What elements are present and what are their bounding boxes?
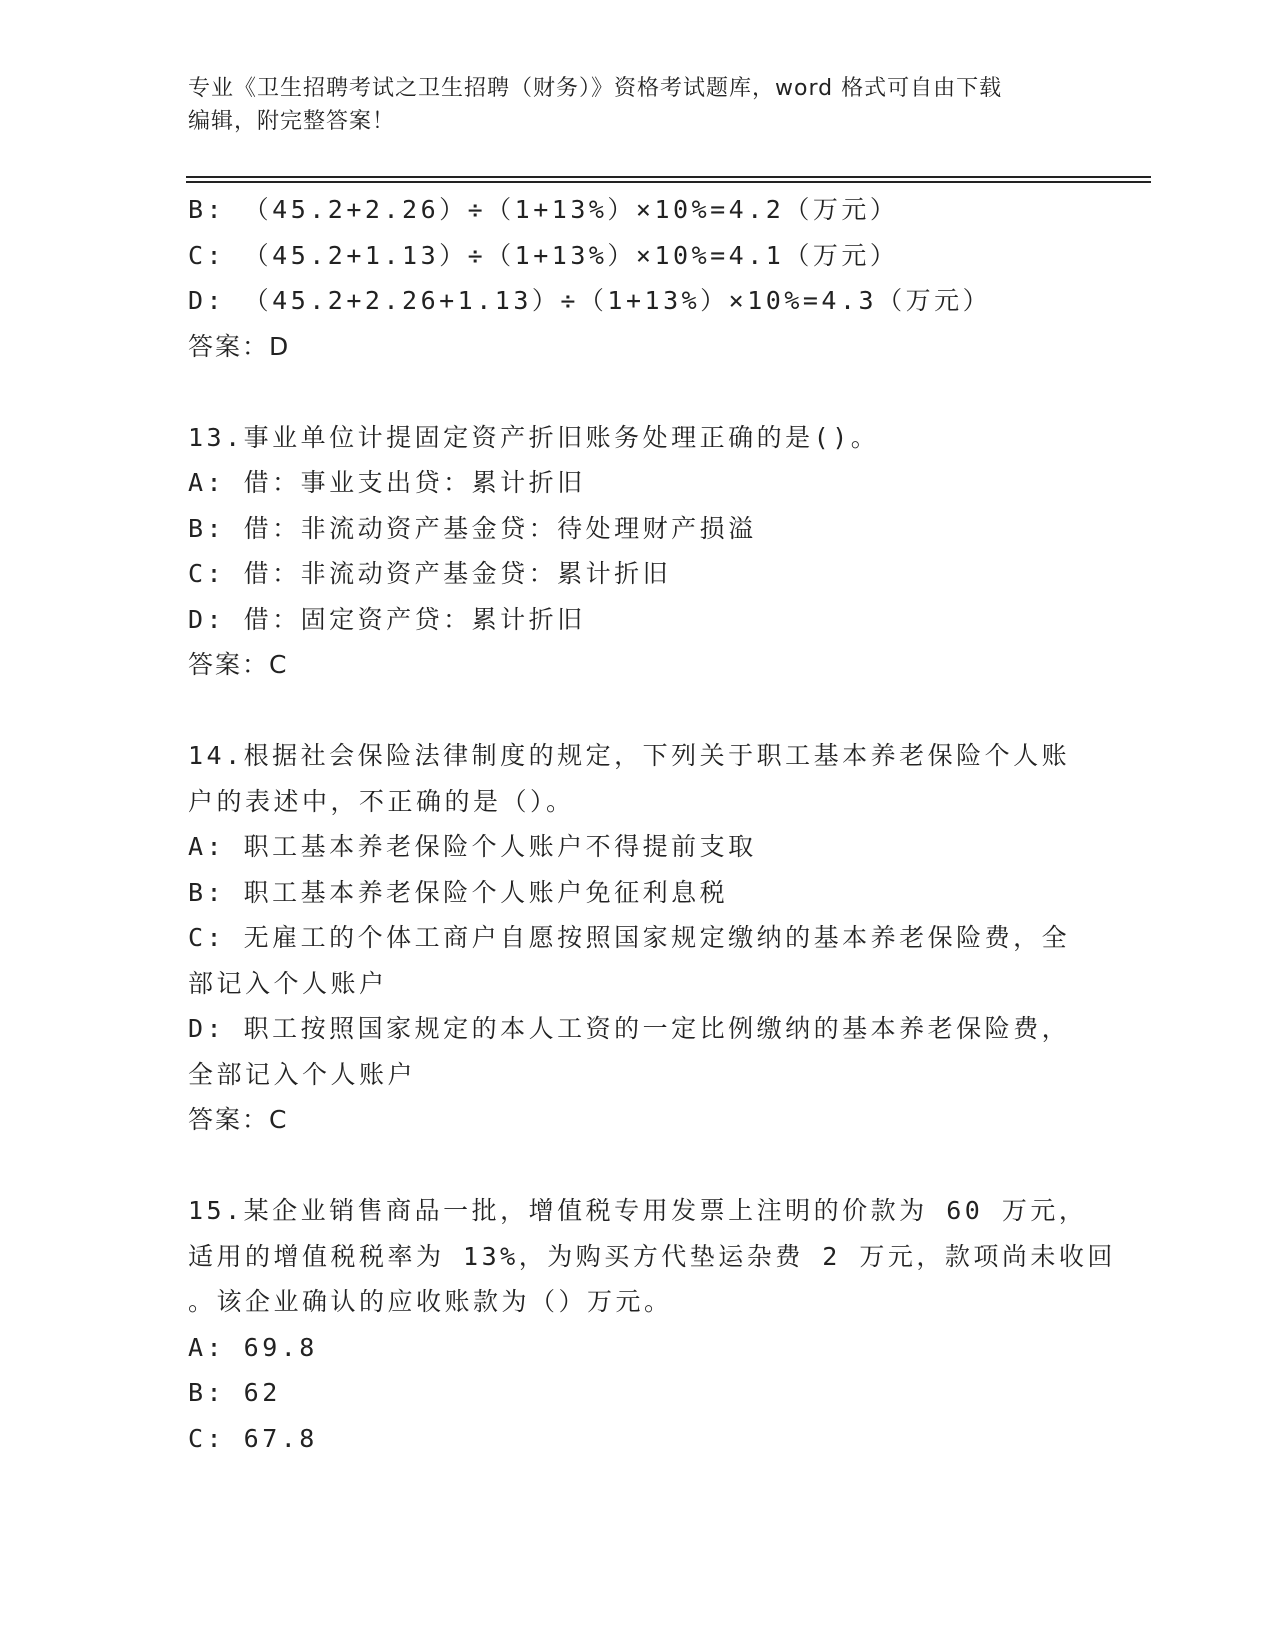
q15-option-b: B: 62 bbox=[188, 1378, 281, 1407]
q14-option-d-line-1: D: 职工按照国家规定的本人工资的一定比例缴纳的基本养老保险费， bbox=[188, 1014, 1071, 1043]
q14-option-c-line-2: 部记入个人账户 bbox=[188, 968, 388, 998]
q12-option-d: D: （45.2+2.26+1.13）÷（1+13%）×10%=4.3（万元） bbox=[188, 286, 992, 315]
q15-option-a: A: 69.8 bbox=[188, 1332, 318, 1362]
q14-option-a: A: 职工基本养老保险个人账户不得提前支取 bbox=[188, 832, 757, 861]
q14-option-d-line-2: 全部记入个人账户 bbox=[188, 1059, 417, 1089]
q14-question-line-1: 14.根据社会保险法律制度的规定，下列关于职工基本养老保险个人账 bbox=[188, 741, 1071, 770]
spacer bbox=[188, 688, 1088, 734]
question-12-block bbox=[188, 187, 1088, 369]
q13-option-d: D: 借：固定资产贷：累计折旧 bbox=[188, 604, 586, 634]
q15-question-line-3: 。该企业确认的应收账款为（）万元。 bbox=[188, 1287, 673, 1316]
q14-option-b: B: 职工基本养老保险个人账户免征利息税 bbox=[188, 877, 729, 907]
q14-answer: 答案：C bbox=[188, 1105, 289, 1134]
q13-option-a: A: 借：事业支出贷：累计折旧 bbox=[188, 468, 586, 497]
q13-option-c: C: 借：非流动资产基金贷：累计折旧 bbox=[188, 559, 672, 588]
question-14-block bbox=[188, 733, 1088, 1143]
q15-question-line-2: 适用的增值税税率为 13%，为购买方代垫运杂费 2 万元，款项尚未收回 bbox=[188, 1241, 1116, 1271]
q12-option-b: B: （45.2+2.26）÷（1+13%）×10%=4.2（万元） bbox=[188, 195, 899, 224]
q14-option-c-line-1: C: 无雇工的个体工商户自愿按照国家规定缴纳的基本养老保险费，全 bbox=[188, 923, 1071, 952]
document-header bbox=[188, 72, 1088, 138]
q13-option-b: B: 借：非流动资产基金贷：待处理财产损溢 bbox=[188, 513, 757, 543]
header-divider-bottom bbox=[186, 181, 1151, 183]
q12-answer: 答案：D bbox=[188, 331, 291, 361]
header-line-2: 编辑，附完整答案！ bbox=[188, 109, 396, 134]
question-13-block bbox=[188, 415, 1088, 688]
spacer bbox=[188, 1143, 1088, 1189]
header-line-1: 专业《卫生招聘考试之卫生招聘（财务）》资格考试题库，word 格式可自由下载 bbox=[188, 76, 1003, 101]
q13-question: 13.事业单位计提固定资产折旧账务处理正确的是()。 bbox=[188, 422, 880, 452]
q14-question-line-2: 户的表述中，不正确的是（）。 bbox=[188, 786, 575, 816]
q15-question-line-1: 15.某企业销售商品一批，增值税专用发票上注明的价款为 60 万元， bbox=[188, 1196, 1088, 1225]
header-divider-top bbox=[186, 176, 1151, 178]
question-list bbox=[188, 187, 1116, 1461]
spacer bbox=[188, 369, 1088, 415]
q15-option-c: C: 67.8 bbox=[188, 1423, 318, 1453]
q12-option-c: C: （45.2+1.13）÷（1+13%）×10%=4.1（万元） bbox=[188, 240, 899, 270]
q13-answer: 答案：C bbox=[188, 650, 289, 679]
question-15-block bbox=[188, 1188, 1116, 1461]
